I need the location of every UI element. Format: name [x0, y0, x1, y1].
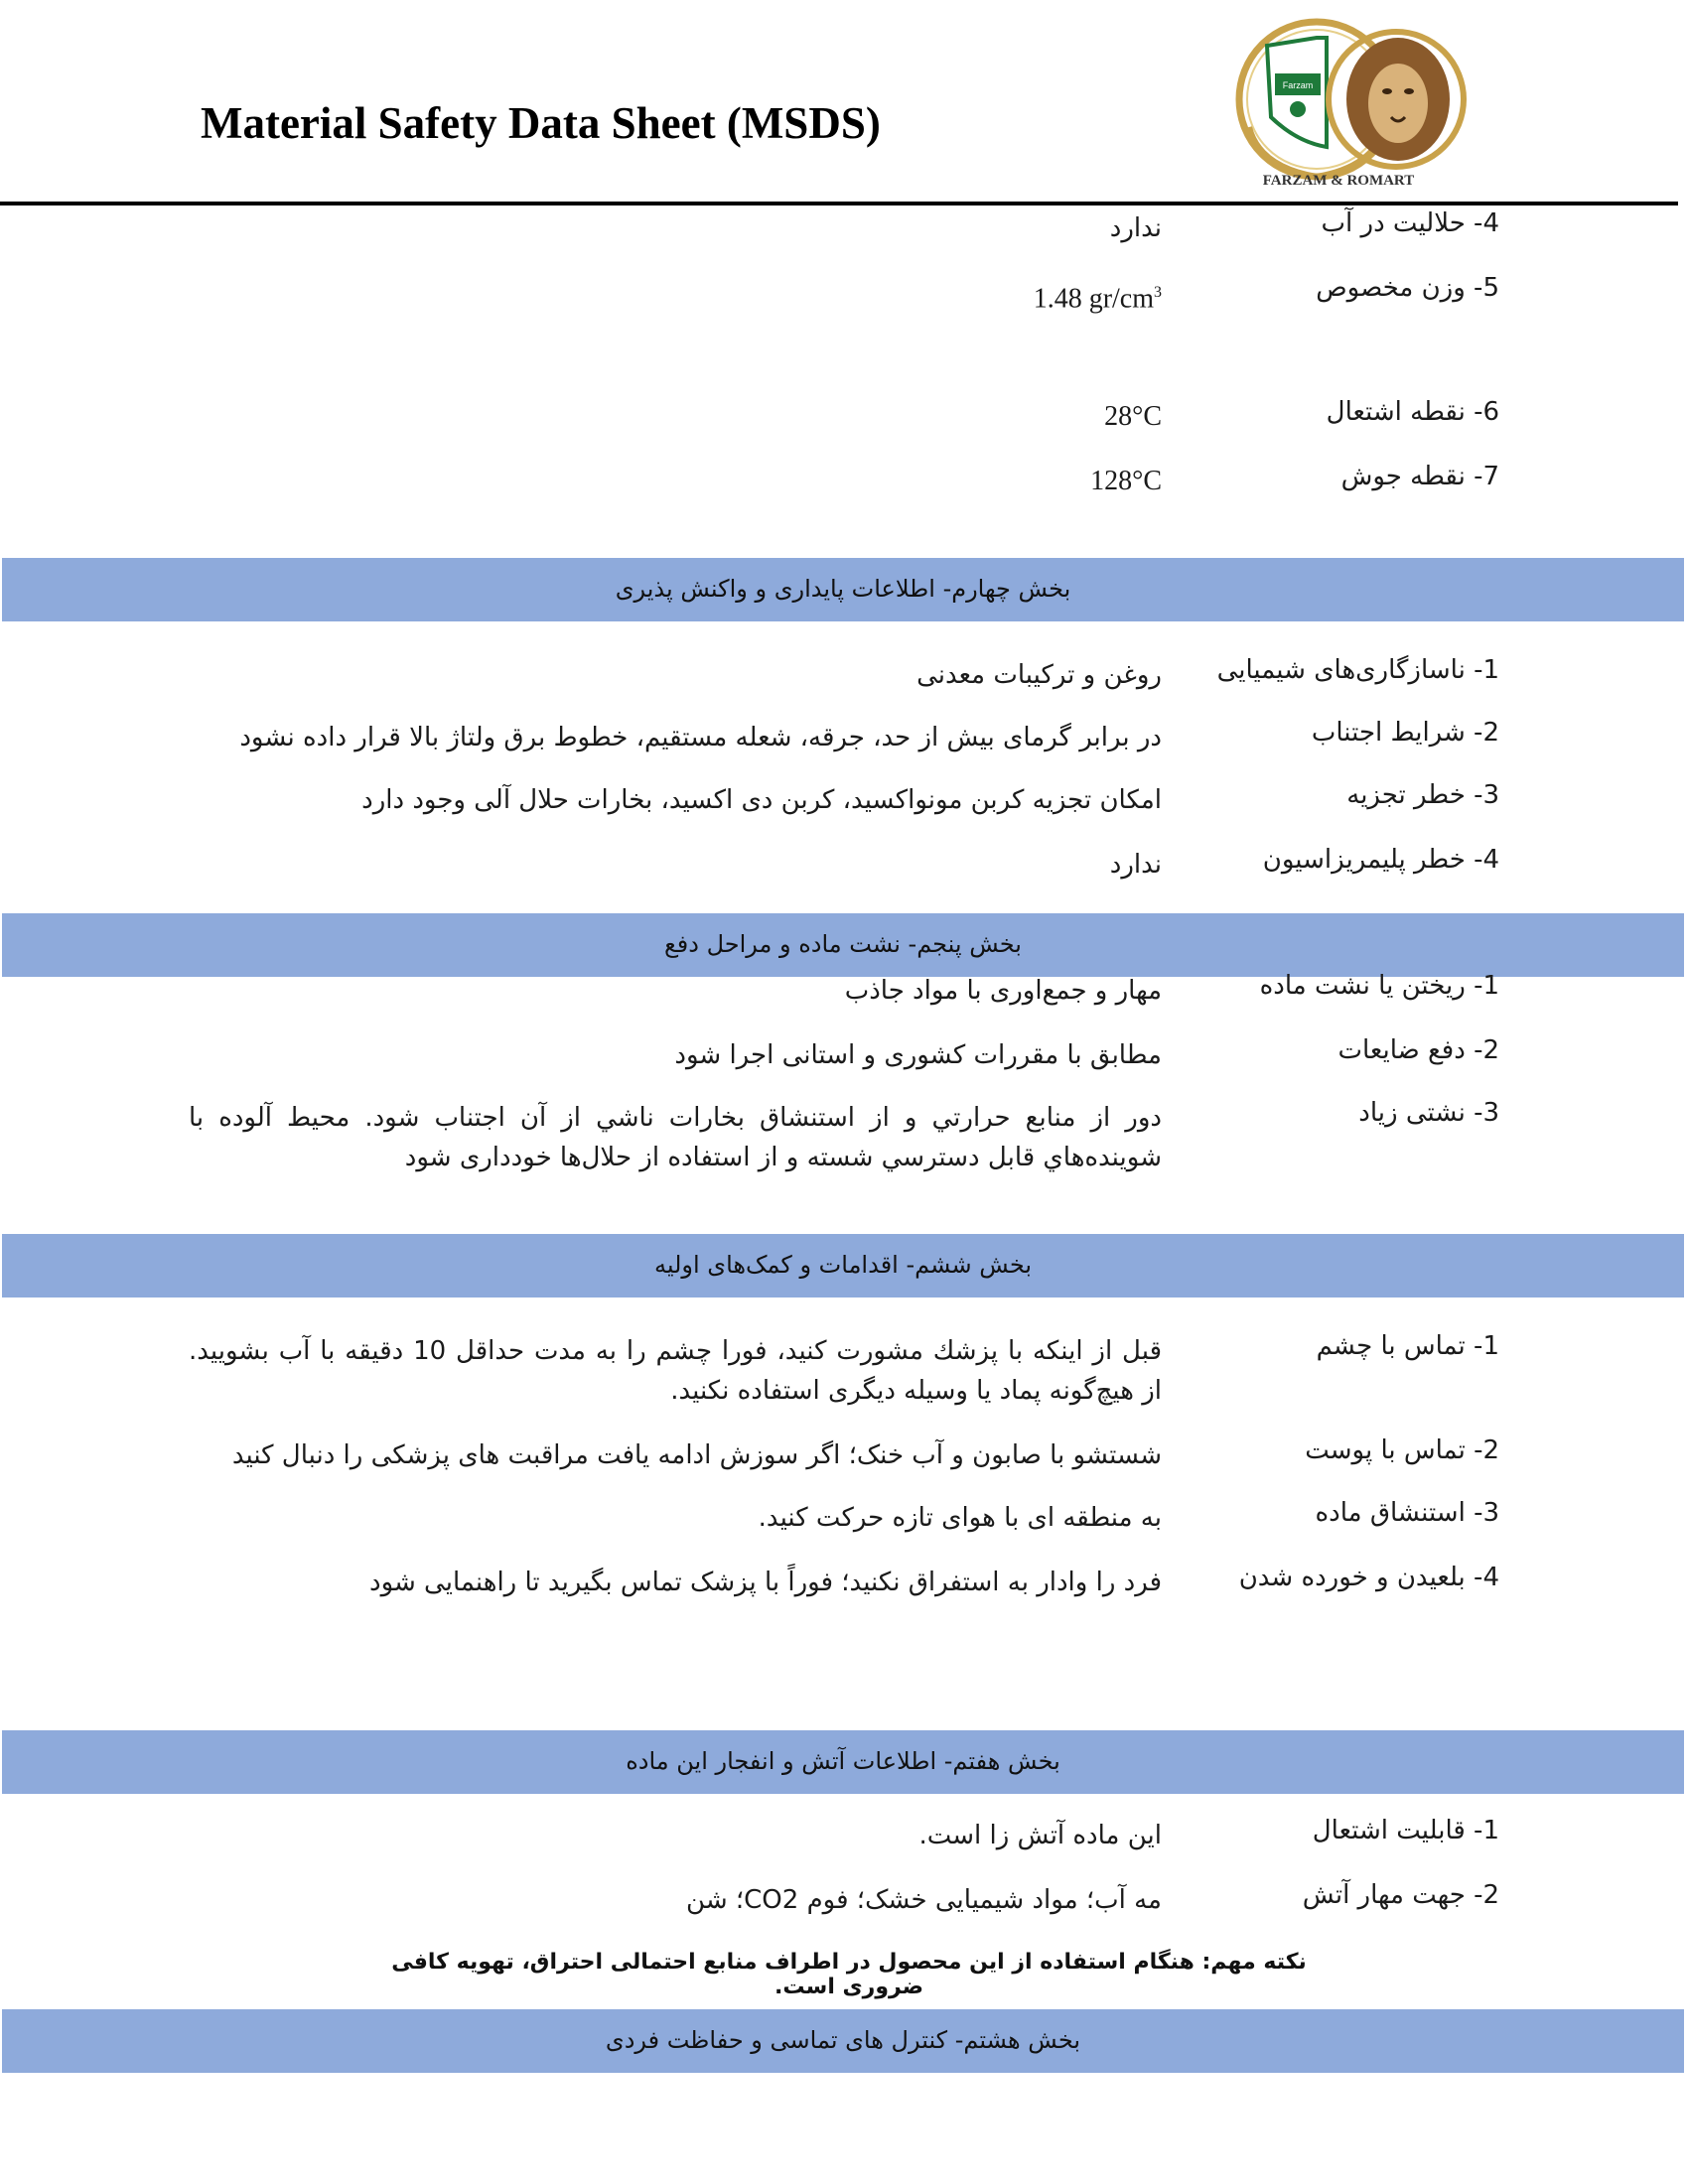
property-label: 6- نقطه اشتعال — [1326, 397, 1499, 427]
item-label: 4- بلعیدن و خورده شدن — [1238, 1563, 1499, 1592]
section-header-first-aid: بخش ششم- اقدامات و کمک‌های اولیه — [2, 1234, 1684, 1297]
unit-exponent: 3 — [1154, 284, 1162, 301]
item-label: 3- استنشاق ماده — [1315, 1498, 1499, 1528]
item-label: 1- تماس با چشم — [1316, 1331, 1499, 1361]
property-label: 7- نقطه جوش — [1340, 462, 1499, 491]
item-label: 2- دفع ضایعات — [1337, 1035, 1499, 1065]
property-label: 4- حلالیت در آب — [1321, 208, 1499, 238]
item-label: 3- خطر تجزیه — [1346, 780, 1499, 810]
logo-badge-text: Farzam — [1282, 80, 1314, 90]
item-label: 3- نشتی زیاد — [1358, 1098, 1499, 1128]
item-value: شستشو با صابون و آب خنک؛ اگر سوزش ادامه یافت مراقبت های پزشکی را دنبال کنید — [231, 1440, 1162, 1470]
farzam-shield-icon — [1267, 38, 1327, 147]
document-title: Material Safety Data Sheet (MSDS) — [201, 98, 881, 148]
company-logo — [1199, 18, 1477, 195]
item-value: مطابق با مقررات کشوری و استانی اجرا شود — [674, 1040, 1162, 1070]
header-rule — [0, 202, 1678, 205]
important-note: نکته مهم: هنگام استفاده از این محصول در اطراف منابع احتمالی احتراق، تهویه کافی ضروری است. — [391, 1950, 1307, 1999]
item-label: 2- تماس با پوست — [1305, 1435, 1499, 1465]
item-value: امکان تجزیه کربن مونواکسید، کربن دی اکسید، بخارات حلال آلی وجود دارد — [361, 785, 1162, 815]
property-value: 28°C — [1104, 401, 1162, 432]
item-value: مه آب؛ مواد شیمیایی خشک؛ فوم CO2؛ شن — [686, 1885, 1162, 1915]
item-value: در برابر گرمای بیش از حد، جرقه، شعله مستقیم، خطوط برق ولتاژ بالا قرار داده نشود — [239, 723, 1162, 752]
property-value: 128°C — [1090, 466, 1162, 496]
item-value: قبل از اینکه با پزشك مشورت کنید، فورا چشم را به مدت حداقل 10 دقیقه با آب بشویید. از هیچ‌گونه پماد یا وسیله دیگری استفاده نکنید. — [189, 1336, 1163, 1406]
item-label: 2- شرایط اجتناب — [1311, 718, 1499, 748]
item-label: 1- قابلیت اشتعال — [1312, 1816, 1499, 1845]
logo-caption: FARZAM & ROMART — [1262, 173, 1415, 189]
section-header-fire: بخش هفتم- اطلاعات آتش و انفجار این ماده — [2, 1730, 1684, 1794]
item-label: 4- خطر پلیمریزاسیون — [1262, 845, 1499, 875]
item-value: ندارد — [1109, 850, 1162, 880]
item-label: 1- ریختن یا نشت ماده — [1259, 971, 1499, 1001]
item-value: به منطقه ای با هوای تازه حرکت کنید. — [758, 1503, 1162, 1533]
item-value: دور از منابع حرارتي و از استنشاق بخارات ناشي از آن اجتناب شود. محيط آلوده با شوينده‌هاي قابل دسترسي شسته و از استفاده از حلال‌ها خودداری شود — [189, 1103, 1162, 1172]
section-header-spill: بخش پنجم- نشت ماده و مراحل دفع — [2, 913, 1684, 977]
item-value: این ماده آتش زا است. — [918, 1821, 1162, 1850]
property-value: ندارد — [1109, 213, 1162, 243]
property-value — [189, 273, 1162, 319]
specific-gravity-value: 1.48 gr/cm — [1033, 283, 1154, 315]
item-value: روغن و ترکیبات معدنی — [916, 660, 1162, 690]
item-value: فرد را وادار به استفراق نکنید؛ فوراً با پزشک تماس بگیرید تا راهنمایی شود — [368, 1568, 1162, 1597]
item-label: 1- ناسازگاری‌های شیمیایی — [1216, 655, 1499, 685]
item-label: 2- جهت مهار آتش — [1302, 1880, 1499, 1910]
property-label: 5- وزن مخصوص — [1316, 273, 1499, 303]
lion-head-icon — [1329, 32, 1464, 167]
item-value: مهار و جمع‌اوری با مواد جاذب — [844, 976, 1162, 1006]
section-header-stability: بخش چهارم- اطلاعات پایداری و واکنش پذیری — [2, 558, 1684, 621]
section-header-exposure-controls: بخش هشتم- کنترل های تماسی و حفاظت فردی — [2, 2009, 1684, 2073]
